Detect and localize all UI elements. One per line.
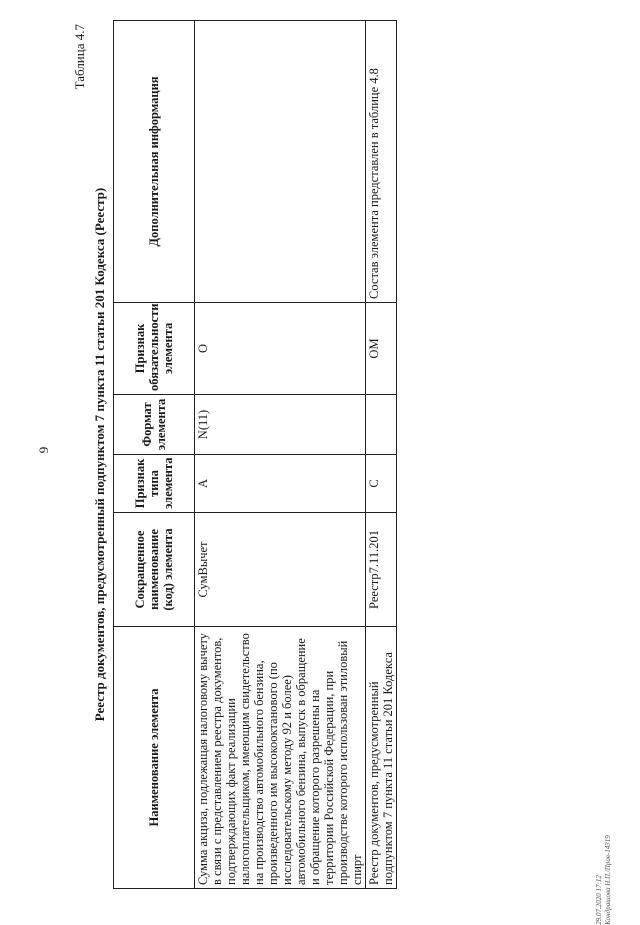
cell-element-type: А [195, 455, 366, 513]
cell-additional-info [195, 21, 366, 303]
cell-element-code: СумВычет [195, 513, 366, 627]
cell-element-format: N(11) [195, 395, 366, 455]
header-element-format: Формат элемента [114, 395, 195, 455]
page-number: 9 [36, 446, 51, 454]
cell-element-code: Реестр7.11.201 [366, 513, 397, 627]
table-header-row [114, 21, 195, 889]
header-element-type: Признак типа элемента [114, 455, 195, 513]
cell-element-name: Реестр документов, предусмотренный подпунктом 7 пункта 11 статьи 201 Кодекса [366, 627, 397, 889]
registry-table [113, 20, 397, 889]
table-label: Таблица 4.7 [72, 24, 87, 90]
table-row [195, 21, 366, 889]
header-element-code: Сокращенное наименование (код) элемента [114, 513, 195, 627]
document-stamp [595, 835, 613, 924]
header-element-name: Наименование элемента [114, 627, 195, 889]
cell-element-format [366, 395, 397, 455]
stamp-datetime: 29.07.2020 17:12 [594, 875, 603, 925]
table-row [366, 21, 397, 889]
cell-additional-info: Состав элемента представлен в таблице 4.8 [366, 21, 397, 303]
cell-element-required: ОМ [366, 303, 397, 395]
cell-element-required: О [195, 303, 366, 395]
table-title: Реестр документов, предусмотренный подпунктом 7 пункта 11 статьи 201 Кодекса (Реестр) [92, 187, 107, 722]
stamp-author: Кондрашова Н.П./Прав-14319 [604, 835, 612, 925]
header-additional-info: Дополнительная информация [114, 21, 195, 303]
cell-element-type: С [366, 455, 397, 513]
header-element-required: Признак обязательности элемента [114, 303, 195, 395]
cell-element-name: Сумма акциза, подлежащая налоговому вычету в связи с представлением реестра документов, подтверждающих факт реализации налогоплательщиком, имеющим свидетельство на производство автомобильного бензина, произведенного им высокооктанового (по исследовательскому методу 92 и более) автомобильного бензина, выпуск в обращение и обращение которого разрешены на территории Российской Федерации, при производстве которого использован этиловый спирт [195, 627, 366, 889]
